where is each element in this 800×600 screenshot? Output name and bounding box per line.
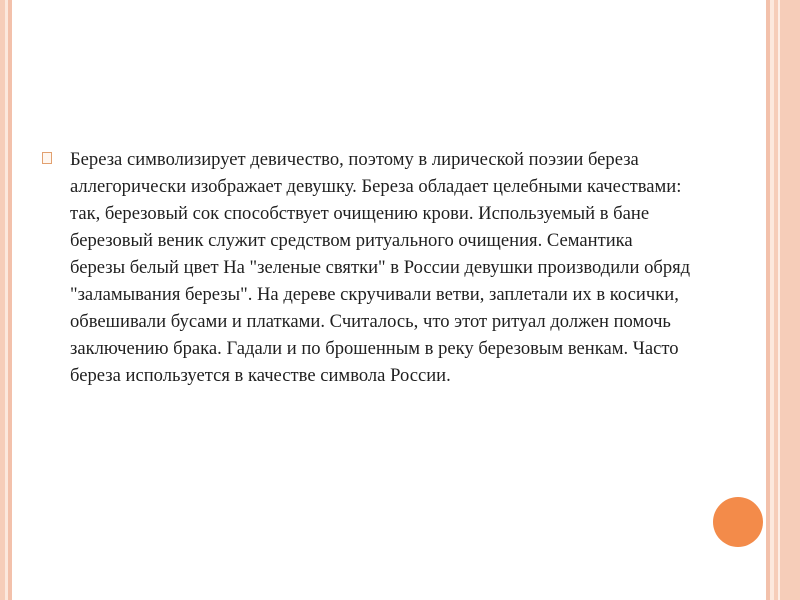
left-border-band-inner: [8, 0, 12, 600]
bullet-paragraph: Береза символизирует девичество, поэтому в лирической поэзии береза аллегорически изображает девушку. Береза обладает целебными качествами: так, березовый сок способствует очищению крови. Используемый в бане березовый веник служит средством ритуального очищения. Семантика березы белый цвет На "зеленые святки" в России девушки производили обряд "заламывания березы". На дереве скручивали ветви, заплетали их в косички, обвешивали бусами и платками. Считалось, что этот ритуал должен помочь заключению брака. Гадали и по брошенным в реку березовым венкам. Часто береза используется в качестве символа России.: [70, 149, 691, 386]
orange-circle-decoration: [713, 497, 763, 547]
right-border-band: [774, 0, 800, 600]
slide-body: [42, 146, 692, 389]
bullet-item: [42, 146, 692, 389]
square-bullet-icon: [42, 152, 52, 164]
